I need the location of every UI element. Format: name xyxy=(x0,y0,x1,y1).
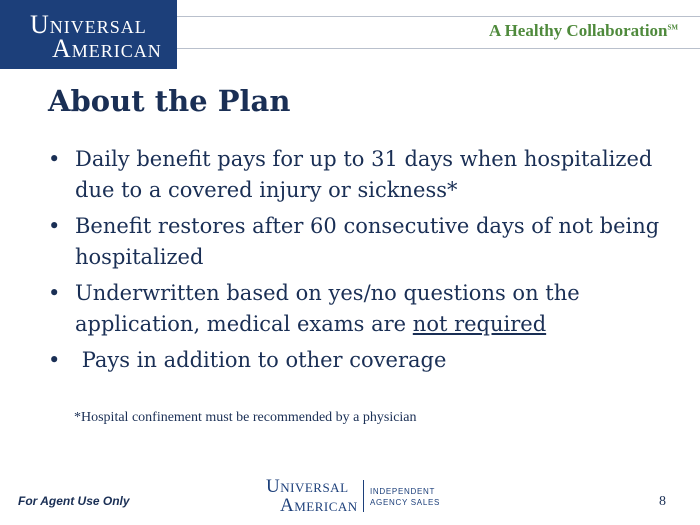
logo-line-american xyxy=(52,34,162,64)
bullet-list xyxy=(44,144,674,381)
bullet-item xyxy=(44,211,674,273)
header-rule-bottom xyxy=(177,48,700,49)
footer-logo-initial-u: U xyxy=(266,476,281,497)
footer-logo-divider xyxy=(363,480,364,512)
bullet-dot: • xyxy=(48,281,61,305)
bullet-text: Benefit restores after 60 consecutive days of not being hospitalized xyxy=(75,214,660,269)
slide-title: About the Plan xyxy=(48,84,291,118)
bullet-text-underlined: not required xyxy=(412,312,547,336)
logo-initial-u: U xyxy=(30,10,50,39)
bullet-text: Underwritten based on yes/no questions on the application, medical exams are xyxy=(75,281,580,336)
logo-initial-a: A xyxy=(52,34,72,63)
footer-logo-initial-a: A xyxy=(280,495,295,516)
logo-rest-merican: MERICAN xyxy=(71,41,162,61)
footer-logo-sub2: AGENCY SALES xyxy=(370,498,441,507)
bullet-dot: • xyxy=(48,147,61,171)
tagline xyxy=(489,21,678,41)
header-rule-top xyxy=(177,16,700,17)
tagline-text: A Healthy Collaboration xyxy=(488,21,668,40)
bullet-text: Daily benefit pays for up to 31 days when hospitalized due to a covered injury or sickness* xyxy=(75,147,653,202)
bullet-item xyxy=(44,278,674,340)
logo-rest-niversal: NIVERSAL xyxy=(49,17,147,37)
footer-logo-rest-niversal: NIVERSAL xyxy=(280,480,349,495)
bullet-item xyxy=(44,345,674,376)
footer-logo-rest-merican: MERICAN xyxy=(294,499,358,514)
service-mark: SM xyxy=(667,23,678,32)
universal-american-logo xyxy=(0,0,177,69)
footer-logo-sub1: INDEPENDENT xyxy=(370,487,436,496)
page-number: 8 xyxy=(659,494,666,509)
bullet-dot: • xyxy=(48,214,61,238)
footer-logo-american xyxy=(280,495,358,517)
bullet-dot: • xyxy=(48,348,61,372)
bullet-item xyxy=(44,144,674,206)
bullet-text: Pays in addition to other coverage xyxy=(81,348,447,372)
footnote: *Hospital confinement must be recommended by a physician xyxy=(74,410,417,425)
agent-use-note: For Agent Use Only xyxy=(18,494,130,508)
